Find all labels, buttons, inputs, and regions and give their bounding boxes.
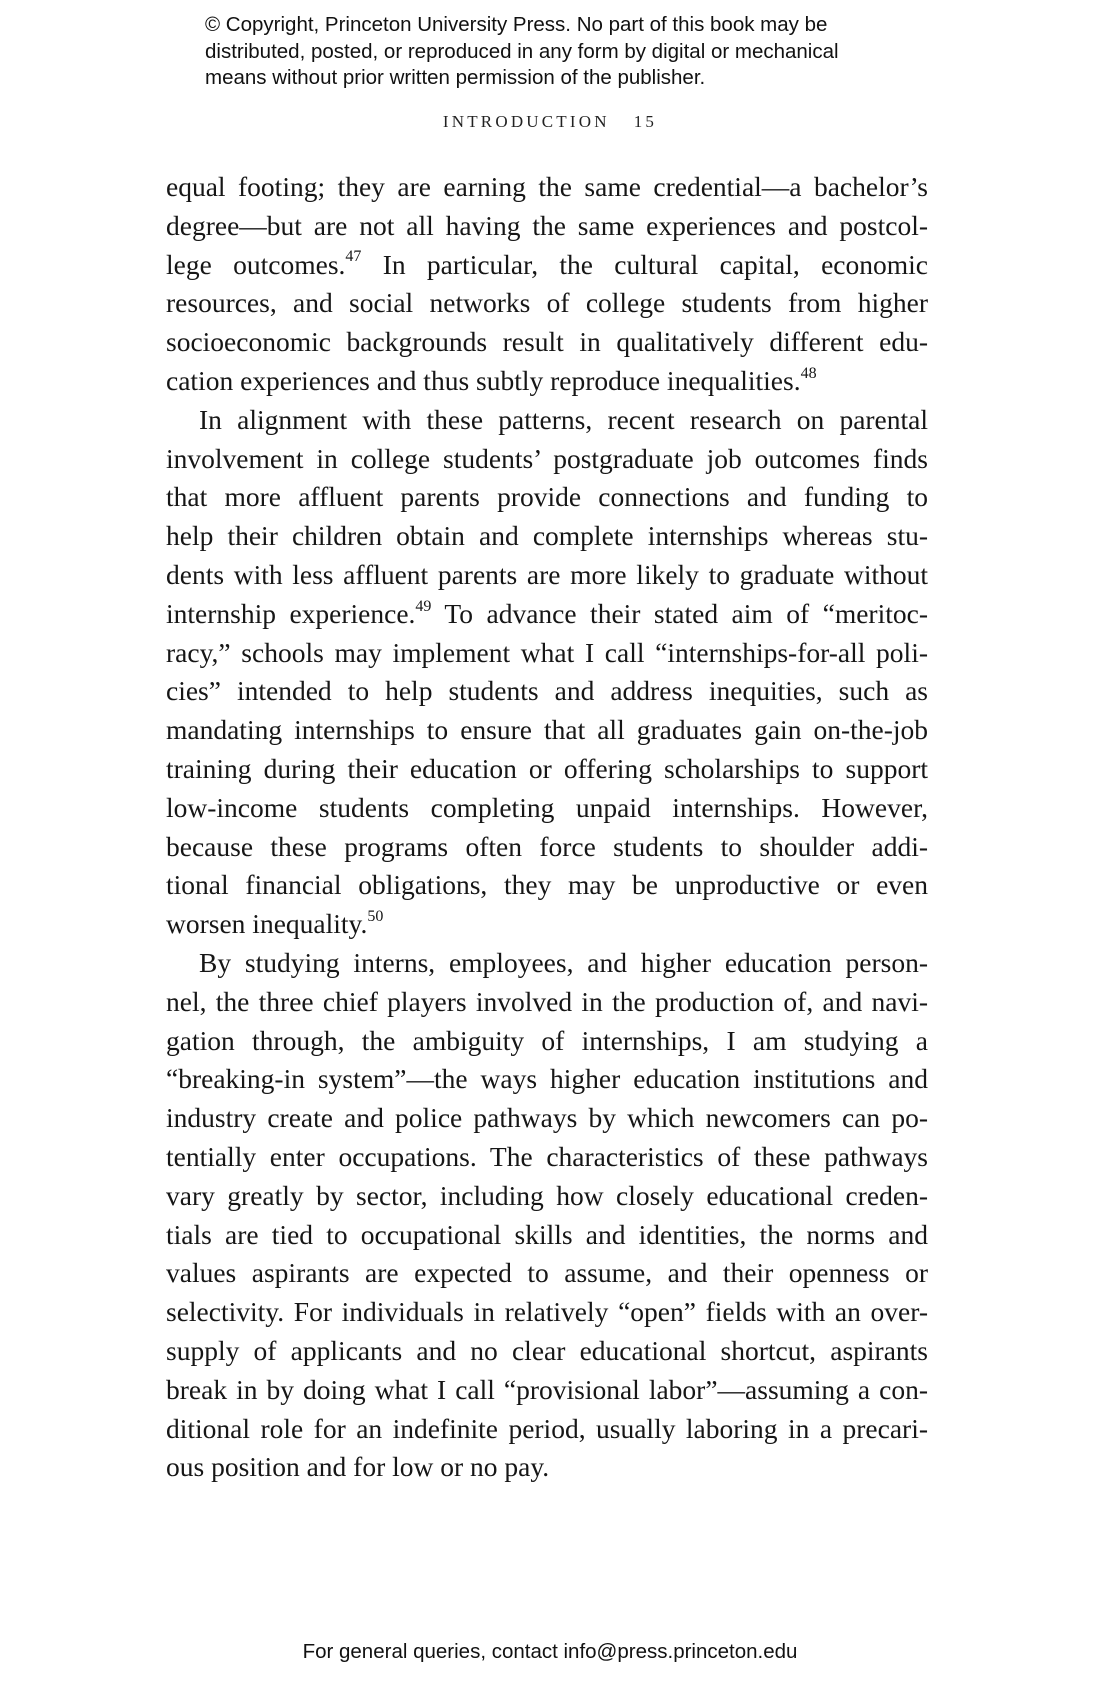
text-line: tentially enter occupations. The characteristics of these pathways: [166, 1140, 928, 1172]
copyright-notice: [205, 12, 925, 92]
footnote-ref: 49: [415, 597, 432, 615]
text-line: equal footing; they are earning the same credential—a bachelor’s: [166, 171, 928, 202]
text-line: ditional role for an indefinite period, usually laboring in a precari-: [166, 1412, 928, 1444]
footnote-ref: 47: [345, 248, 362, 266]
text-line: because these programs often force students to shoulder addi-: [166, 830, 928, 862]
text-line: “breaking-in system”—the ways higher education institutions and: [166, 1063, 928, 1095]
text-line: By studying interns, employees, and higher education person-: [199, 946, 928, 978]
footnote-ref: 48: [800, 364, 817, 382]
paragraph: [166, 944, 928, 1487]
text-line: industry create and police pathways by which newcomers can po-: [166, 1102, 928, 1134]
running-head: [0, 112, 1100, 132]
text-line: mandating internships to ensure that all graduates gain on-the-job: [166, 714, 928, 746]
body-text: [166, 168, 928, 1487]
text-line: nel, the three chief players involved in the production of, and navi-: [166, 985, 928, 1017]
copyright-line: means without prior written permission of the publisher.: [205, 66, 706, 89]
text-line: dents with less affluent parents are more likely to graduate without: [166, 558, 928, 590]
text-line: break in by doing what I call “provisional labor”—assuming a con-: [166, 1373, 928, 1405]
text-line: gation through, the ambiguity of internships, I am studying a: [166, 1024, 928, 1056]
text-line: vary greatly by sector, including how closely educational creden-: [166, 1179, 928, 1211]
footer-contact: For general queries, contact info@press.princeton.edu: [302, 1640, 798, 1663]
text-line: socioeconomic backgrounds result in qualitatively different edu-: [166, 326, 928, 358]
text-line: tional financial obligations, they may be unproductive or even: [166, 869, 928, 901]
text-line: cies” intended to help students and address inequities, such as: [166, 675, 928, 707]
text-line: resources, and social networks of college students from higher: [166, 287, 928, 319]
text-line: worsen inequality.$^{50}$: [166, 907, 384, 940]
text-line: tials are tied to occupational skills and identities, the norms and: [166, 1218, 928, 1250]
text-line: racy,” schools may implement what I call “internships-for-all poli-: [166, 636, 928, 668]
text-line: that more affluent parents provide connections and funding to: [166, 481, 928, 513]
text-line: low-income students completing unpaid internships. However,: [166, 791, 928, 823]
text-line: training during their education or offering scholarships to support: [166, 752, 928, 784]
text-line: selectivity. For individuals in relatively “open” fields with an over-: [166, 1296, 928, 1328]
footnote-ref: 50: [367, 907, 384, 925]
copyright-line: distributed, posted, or reproduced in any form by digital or mechanical: [205, 39, 839, 63]
text-line: In alignment with these patterns, recent research on parental: [199, 403, 928, 435]
paragraph: [166, 168, 928, 401]
text-line: supply of applicants and no clear educational shortcut, aspirants: [166, 1334, 928, 1366]
paragraph: [166, 401, 928, 944]
text-line: help their children obtain and complete internships whereas stu-: [166, 520, 928, 552]
text-line: involvement in college students’ postgraduate job outcomes finds: [166, 442, 928, 474]
text-line: lege outcomes.$^{47}$ In particular, the cultural capital, economic: [166, 248, 928, 280]
running-head-title: INTRODUCTION: [442, 112, 610, 131]
copyright-line: © Copyright, Princeton University Press. No part of this book may be: [205, 13, 828, 36]
text-line: cation experiences and thus subtly reproduce inequalities.$^{48}$: [166, 364, 817, 396]
text-line: internship experience.$^{49}$ To advance their stated aim of “meritoc-: [166, 597, 928, 629]
text-line: degree—but are not all having the same experiences and postcol-: [166, 209, 928, 241]
text-line: ous position and for low or no pay.: [166, 1451, 550, 1483]
text-line: values aspirants are expected to assume, and their openness or: [166, 1257, 928, 1289]
page-number: 15: [633, 112, 658, 131]
